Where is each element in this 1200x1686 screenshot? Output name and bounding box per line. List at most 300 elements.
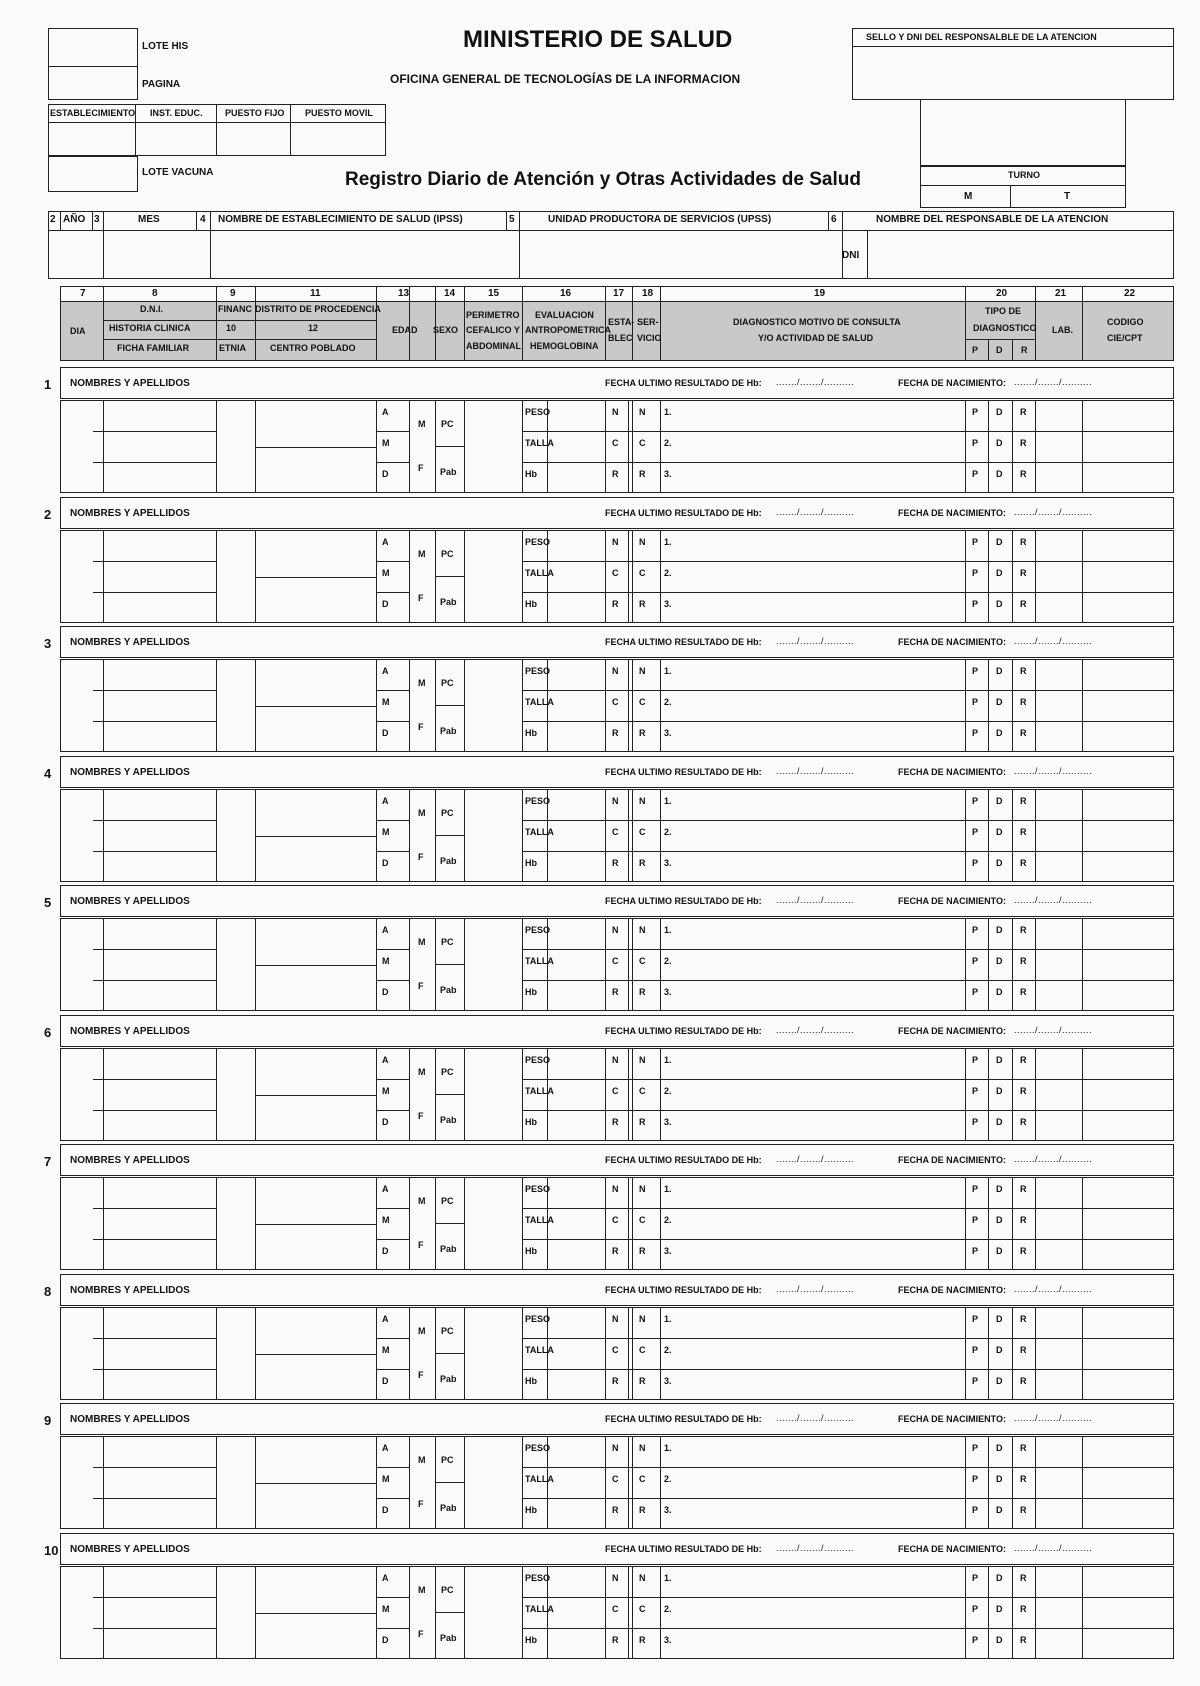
- servicio-ncr[interactable]: R: [639, 728, 646, 738]
- fecha-nac-blank[interactable]: ......./......./..........: [1014, 1154, 1093, 1164]
- servicio-ncr[interactable]: C: [639, 1474, 646, 1484]
- fecha-hb-blank[interactable]: ......./......./..........: [776, 636, 855, 646]
- edad-unit[interactable]: D: [382, 1246, 389, 1256]
- fecha-nac-blank[interactable]: ......./......./..........: [1014, 1413, 1093, 1423]
- turno-t[interactable]: T: [1064, 191, 1071, 202]
- fecha-nac-blank[interactable]: ......./......./..........: [1014, 507, 1093, 517]
- estab-ncr[interactable]: C: [612, 1474, 619, 1484]
- estab-ncr[interactable]: R: [612, 1117, 619, 1127]
- tipo-p[interactable]: P: [972, 1443, 979, 1453]
- tipo-d[interactable]: D: [996, 1345, 1003, 1355]
- tipo-d[interactable]: D: [996, 666, 1003, 676]
- column-number: 14: [444, 288, 456, 299]
- tipo-p[interactable]: P: [972, 1314, 979, 1324]
- fecha-nac-blank[interactable]: ......./......./..........: [1014, 1543, 1093, 1553]
- estab-ncr[interactable]: C: [612, 956, 619, 966]
- fecha-hb-blank[interactable]: ......./......./..........: [776, 377, 855, 387]
- eval-label: PESO: [525, 796, 551, 806]
- diag-line[interactable]: 1.: [664, 1573, 672, 1583]
- diag-line[interactable]: 1.: [664, 537, 672, 547]
- tipo-r[interactable]: R: [1020, 956, 1027, 966]
- sexo-f[interactable]: F: [418, 1370, 424, 1380]
- info-n3: 3: [94, 214, 100, 225]
- tipo-r[interactable]: R: [1020, 1376, 1027, 1386]
- fecha-hb-blank[interactable]: ......./......./..........: [776, 1025, 855, 1035]
- eval-label: Hb: [525, 1246, 537, 1256]
- estab-ncr[interactable]: R: [612, 728, 619, 738]
- diag-line[interactable]: 1.: [664, 1055, 672, 1065]
- servicio-ncr[interactable]: N: [639, 1184, 646, 1194]
- edad-unit[interactable]: A: [382, 1184, 389, 1194]
- sexo-f[interactable]: F: [418, 1240, 424, 1250]
- tipo-d[interactable]: D: [996, 1086, 1003, 1096]
- edad-unit[interactable]: M: [382, 1086, 390, 1096]
- servicio-ncr[interactable]: N: [639, 1314, 646, 1324]
- sello-label: SELLO Y DNI DEL RESPONSALBLE DE LA ATENCION: [866, 32, 1097, 42]
- servicio-ncr[interactable]: C: [639, 697, 646, 707]
- diag-line[interactable]: 3.: [664, 1635, 672, 1645]
- sexo-m[interactable]: M: [418, 1326, 426, 1336]
- sexo-f[interactable]: F: [418, 1499, 424, 1509]
- sexo-f[interactable]: F: [418, 593, 424, 603]
- tipo-r[interactable]: R: [1020, 1635, 1027, 1645]
- column-divider: [216, 286, 217, 361]
- sexo-f[interactable]: F: [418, 1629, 424, 1639]
- tipo-r[interactable]: R: [1020, 1246, 1027, 1256]
- tipo-d[interactable]: D: [996, 407, 1003, 417]
- servicio-ncr[interactable]: C: [639, 827, 646, 837]
- tipo-r[interactable]: R: [1020, 469, 1027, 479]
- record-number: 1: [44, 377, 52, 392]
- tipo-p[interactable]: P: [972, 925, 979, 935]
- fecha-nac-blank[interactable]: ......./......./..........: [1014, 766, 1093, 776]
- tipo-d[interactable]: D: [996, 987, 1003, 997]
- estab-ncr[interactable]: R: [612, 858, 619, 868]
- estab-ncr[interactable]: N: [612, 666, 619, 676]
- tipo-d[interactable]: D: [996, 1246, 1003, 1256]
- tipo-p[interactable]: P: [972, 1246, 979, 1256]
- edad-unit[interactable]: M: [382, 568, 390, 578]
- estab-ncr[interactable]: R: [612, 1505, 619, 1515]
- tipo-d[interactable]: D: [996, 1055, 1003, 1065]
- edad-unit[interactable]: A: [382, 407, 389, 417]
- tipo-r[interactable]: R: [1020, 697, 1027, 707]
- pab-label: Pab: [440, 597, 457, 607]
- tipo-r[interactable]: R: [1020, 1184, 1027, 1194]
- tipo-p[interactable]: P: [972, 1345, 979, 1355]
- fecha-hb-blank[interactable]: ......./......./..........: [776, 1154, 855, 1164]
- column-number: 11: [310, 288, 321, 299]
- tipo-d[interactable]: D: [996, 728, 1003, 738]
- turno-m[interactable]: M: [964, 191, 973, 202]
- diag-line[interactable]: 1.: [664, 1314, 672, 1324]
- edad-unit[interactable]: D: [382, 1505, 389, 1515]
- tipo-r[interactable]: R: [1020, 599, 1027, 609]
- estab-ncr[interactable]: C: [612, 1604, 619, 1614]
- tipo-p[interactable]: P: [972, 987, 979, 997]
- fecha-nac-blank[interactable]: ......./......./..........: [1014, 895, 1093, 905]
- tipo-r[interactable]: R: [1020, 728, 1027, 738]
- tipo-p[interactable]: P: [972, 407, 979, 417]
- tipo-d[interactable]: D: [996, 697, 1003, 707]
- estab-ncr[interactable]: N: [612, 1573, 619, 1583]
- lote-vacuna-box[interactable]: [48, 156, 138, 192]
- sexo-f[interactable]: F: [418, 1111, 424, 1121]
- edad-unit[interactable]: A: [382, 796, 389, 806]
- edad-unit[interactable]: A: [382, 1314, 389, 1324]
- diag-line[interactable]: 3.: [664, 858, 672, 868]
- estab-ncr[interactable]: R: [612, 469, 619, 479]
- nombres-label: NOMBRES Y APELLIDOS: [70, 1026, 190, 1037]
- servicio-ncr[interactable]: R: [639, 1117, 646, 1127]
- tipo-p[interactable]: P: [972, 1376, 979, 1386]
- fecha-hb-label: FECHA ULTIMO RESULTADO DE Hb:: [605, 1155, 762, 1165]
- column-divider: [103, 286, 104, 361]
- edad-unit[interactable]: A: [382, 1443, 389, 1453]
- diag-line[interactable]: 1.: [664, 796, 672, 806]
- tipo-p[interactable]: P: [972, 827, 979, 837]
- tipo-p[interactable]: P: [972, 568, 979, 578]
- estab-ncr[interactable]: N: [612, 1314, 619, 1324]
- tipo-r[interactable]: R: [1020, 827, 1027, 837]
- diag-line[interactable]: 3.: [664, 1117, 672, 1127]
- column-number: 13: [398, 288, 410, 299]
- record-number: 7: [44, 1154, 52, 1169]
- record-number: 4: [44, 766, 52, 781]
- edad-unit[interactable]: M: [382, 438, 390, 448]
- fecha-hb-blank[interactable]: ......./......./..........: [776, 766, 855, 776]
- estab-ncr[interactable]: C: [612, 827, 619, 837]
- diag-line[interactable]: 1.: [664, 925, 672, 935]
- estab-ncr[interactable]: C: [612, 1215, 619, 1225]
- column-divider: [522, 286, 523, 361]
- diag-line[interactable]: 3.: [664, 987, 672, 997]
- servicio-ncr[interactable]: R: [639, 599, 646, 609]
- servicio-ncr[interactable]: C: [639, 1604, 646, 1614]
- tipo-p[interactable]: P: [972, 728, 979, 738]
- edad-unit[interactable]: M: [382, 697, 390, 707]
- diag-line[interactable]: 3.: [664, 728, 672, 738]
- tipo-r[interactable]: R: [1020, 568, 1027, 578]
- edad-unit[interactable]: M: [382, 1215, 390, 1225]
- col-financ: FINANC: [218, 304, 252, 314]
- sexo-m[interactable]: M: [418, 1455, 426, 1465]
- servicio-ncr[interactable]: R: [639, 1246, 646, 1256]
- tipo-r[interactable]: R: [1020, 1345, 1027, 1355]
- eval-label: PESO: [525, 925, 551, 935]
- servicio-ncr[interactable]: N: [639, 666, 646, 676]
- tipo-r[interactable]: R: [1020, 925, 1027, 935]
- tipo-p[interactable]: P: [972, 666, 979, 676]
- tipo-d[interactable]: D: [996, 1443, 1003, 1453]
- col-tipo-diag-p: P: [972, 345, 979, 355]
- tipo-d[interactable]: D: [996, 1474, 1003, 1484]
- tipo-p[interactable]: P: [972, 1215, 979, 1225]
- estab-ncr[interactable]: N: [612, 796, 619, 806]
- estab-ncr[interactable]: N: [612, 925, 619, 935]
- column-divider: [409, 286, 410, 361]
- inst-educ-label: INST. EDUC.: [150, 108, 203, 118]
- estab-ncr[interactable]: R: [612, 1246, 619, 1256]
- fecha-hb-label: FECHA ULTIMO RESULTADO DE Hb:: [605, 1026, 762, 1036]
- diag-line[interactable]: 2.: [664, 1345, 672, 1355]
- estab-ncr[interactable]: N: [612, 1443, 619, 1453]
- edad-unit[interactable]: D: [382, 469, 389, 479]
- tipo-d[interactable]: D: [996, 599, 1003, 609]
- diag-line[interactable]: 2.: [664, 697, 672, 707]
- diag-line[interactable]: 3.: [664, 469, 672, 479]
- diag-line[interactable]: 3.: [664, 1246, 672, 1256]
- servicio-ncr[interactable]: N: [639, 407, 646, 417]
- diag-line[interactable]: 2.: [664, 568, 672, 578]
- estab-ncr[interactable]: N: [612, 1184, 619, 1194]
- diag-line[interactable]: 2.: [664, 956, 672, 966]
- tipo-r[interactable]: R: [1020, 1505, 1027, 1515]
- tipo-d[interactable]: D: [996, 469, 1003, 479]
- fecha-nac-label: FECHA DE NACIMIENTO:: [898, 637, 1006, 647]
- tipo-r[interactable]: R: [1020, 1443, 1027, 1453]
- edad-unit[interactable]: A: [382, 1055, 389, 1065]
- lote-his-box[interactable]: [48, 28, 138, 100]
- estab-ncr[interactable]: C: [612, 1345, 619, 1355]
- pab-label: Pab: [440, 1244, 457, 1254]
- column-divider: [660, 286, 661, 361]
- diag-line[interactable]: 2.: [664, 1474, 672, 1484]
- diag-line[interactable]: 2.: [664, 1086, 672, 1096]
- servicio-ncr[interactable]: R: [639, 1505, 646, 1515]
- tipo-d[interactable]: D: [996, 1635, 1003, 1645]
- tipo-r[interactable]: R: [1020, 796, 1027, 806]
- servicio-ncr[interactable]: C: [639, 438, 646, 448]
- sexo-m[interactable]: M: [418, 419, 426, 429]
- sexo-f[interactable]: F: [418, 722, 424, 732]
- tipo-r[interactable]: R: [1020, 407, 1027, 417]
- edad-unit[interactable]: D: [382, 1376, 389, 1386]
- tipo-p[interactable]: P: [972, 469, 979, 479]
- tipo-p[interactable]: P: [972, 1117, 979, 1127]
- servicio-ncr[interactable]: R: [639, 987, 646, 997]
- edad-unit[interactable]: A: [382, 666, 389, 676]
- tipo-p[interactable]: P: [972, 1573, 979, 1583]
- fecha-nac-label: FECHA DE NACIMIENTO:: [898, 1285, 1006, 1295]
- tipo-r[interactable]: R: [1020, 666, 1027, 676]
- diag-line[interactable]: 1.: [664, 1443, 672, 1453]
- tipo-r[interactable]: R: [1020, 1573, 1027, 1583]
- pab-label: Pab: [440, 726, 457, 736]
- tipo-r[interactable]: R: [1020, 1314, 1027, 1324]
- tipo-p[interactable]: P: [972, 1184, 979, 1194]
- estab-ncr[interactable]: C: [612, 438, 619, 448]
- estab-ncr[interactable]: R: [612, 599, 619, 609]
- tipo-r[interactable]: R: [1020, 1215, 1027, 1225]
- edad-unit[interactable]: D: [382, 1635, 389, 1645]
- servicio-ncr[interactable]: C: [639, 1086, 646, 1096]
- tipo-r[interactable]: R: [1020, 1604, 1027, 1614]
- fecha-nac-blank[interactable]: ......./......./..........: [1014, 1025, 1093, 1035]
- edad-unit[interactable]: A: [382, 537, 389, 547]
- sexo-m[interactable]: M: [418, 937, 426, 947]
- edad-unit[interactable]: M: [382, 827, 390, 837]
- tipo-d[interactable]: D: [996, 925, 1003, 935]
- diag-line[interactable]: 1.: [664, 407, 672, 417]
- tipo-p[interactable]: P: [972, 1635, 979, 1645]
- pab-label: Pab: [440, 1503, 457, 1513]
- estab-ncr[interactable]: N: [612, 407, 619, 417]
- sexo-m[interactable]: M: [418, 1196, 426, 1206]
- sexo-f[interactable]: F: [418, 463, 424, 473]
- tipo-r[interactable]: R: [1020, 537, 1027, 547]
- col-perimetro-2: CEFALICO Y: [466, 325, 520, 335]
- servicio-ncr[interactable]: C: [639, 568, 646, 578]
- fecha-hb-blank[interactable]: ......./......./..........: [776, 1543, 855, 1553]
- diag-line[interactable]: 2.: [664, 1215, 672, 1225]
- tipo-p[interactable]: P: [972, 1055, 979, 1065]
- eval-label: Hb: [525, 599, 537, 609]
- diag-line[interactable]: 1.: [664, 1184, 672, 1194]
- edad-unit[interactable]: D: [382, 599, 389, 609]
- tipo-r[interactable]: R: [1020, 858, 1027, 868]
- edad-unit[interactable]: M: [382, 956, 390, 966]
- tipo-d[interactable]: D: [996, 438, 1003, 448]
- servicio-ncr[interactable]: N: [639, 537, 646, 547]
- estab-ncr[interactable]: R: [612, 1376, 619, 1386]
- tipo-d[interactable]: D: [996, 537, 1003, 547]
- fecha-hb-label: FECHA ULTIMO RESULTADO DE Hb:: [605, 767, 762, 777]
- tipo-p[interactable]: P: [972, 1474, 979, 1484]
- sexo-m[interactable]: M: [418, 1585, 426, 1595]
- fecha-nac-blank[interactable]: ......./......./..........: [1014, 377, 1093, 387]
- col-estab-2: BLEC: [608, 333, 633, 343]
- tipo-d[interactable]: D: [996, 568, 1003, 578]
- tipo-d[interactable]: D: [996, 1215, 1003, 1225]
- fecha-nac-blank[interactable]: ......./......./..........: [1014, 1284, 1093, 1294]
- diag-line[interactable]: 1.: [664, 666, 672, 676]
- diag-line[interactable]: 2.: [664, 438, 672, 448]
- estab-ncr[interactable]: N: [612, 537, 619, 547]
- fecha-nac-label: FECHA DE NACIMIENTO:: [898, 378, 1006, 388]
- nombres-label: NOMBRES Y APELLIDOS: [70, 1155, 190, 1166]
- diag-line[interactable]: 2.: [664, 1604, 672, 1614]
- fecha-nac-blank[interactable]: ......./......./..........: [1014, 636, 1093, 646]
- diag-line[interactable]: 3.: [664, 1505, 672, 1515]
- edad-unit[interactable]: M: [382, 1345, 390, 1355]
- edad-unit[interactable]: M: [382, 1604, 390, 1614]
- sexo-f[interactable]: F: [418, 852, 424, 862]
- eval-label: Hb: [525, 1505, 537, 1515]
- edad-unit[interactable]: A: [382, 925, 389, 935]
- tipo-p[interactable]: P: [972, 796, 979, 806]
- tipo-p[interactable]: P: [972, 1604, 979, 1614]
- nombres-label: NOMBRES Y APELLIDOS: [70, 637, 190, 648]
- servicio-ncr[interactable]: R: [639, 469, 646, 479]
- servicio-ncr[interactable]: N: [639, 1443, 646, 1453]
- servicio-ncr[interactable]: N: [639, 925, 646, 935]
- edad-unit[interactable]: D: [382, 728, 389, 738]
- pagina-label: PAGINA: [142, 79, 181, 90]
- servicio-ncr[interactable]: R: [639, 1376, 646, 1386]
- tipo-d[interactable]: D: [996, 1376, 1003, 1386]
- fecha-hb-blank[interactable]: ......./......./..........: [776, 1284, 855, 1294]
- tipo-p[interactable]: P: [972, 956, 979, 966]
- diag-line[interactable]: 2.: [664, 827, 672, 837]
- nombres-label: NOMBRES Y APELLIDOS: [70, 508, 190, 519]
- tipo-d[interactable]: D: [996, 796, 1003, 806]
- col-dia: DIA: [70, 326, 86, 336]
- edad-unit[interactable]: D: [382, 1117, 389, 1127]
- edad-unit[interactable]: M: [382, 1474, 390, 1484]
- col-tipo-diag-1: TIPO DE: [985, 306, 1022, 316]
- servicio-ncr[interactable]: R: [639, 1635, 646, 1645]
- fecha-hb-blank[interactable]: ......./......./..........: [776, 1413, 855, 1423]
- col-diagnostico-2: Y/O ACTIVIDAD DE SALUD: [758, 333, 874, 343]
- column-number: 21: [1055, 288, 1067, 299]
- servicio-ncr[interactable]: N: [639, 796, 646, 806]
- puesto-fijo-label: PUESTO FIJO: [225, 108, 285, 118]
- pab-label: Pab: [440, 1633, 457, 1643]
- edad-unit[interactable]: D: [382, 987, 389, 997]
- tipo-d[interactable]: D: [996, 1314, 1003, 1324]
- record-number: 8: [44, 1284, 52, 1299]
- tipo-d[interactable]: D: [996, 1604, 1003, 1614]
- tipo-r[interactable]: R: [1020, 987, 1027, 997]
- estab-ncr[interactable]: C: [612, 697, 619, 707]
- estab-ncr[interactable]: C: [612, 568, 619, 578]
- tipo-r[interactable]: R: [1020, 1474, 1027, 1484]
- tipo-d[interactable]: D: [996, 858, 1003, 868]
- tipo-r[interactable]: R: [1020, 1055, 1027, 1065]
- tipo-r[interactable]: R: [1020, 1117, 1027, 1127]
- servicio-ncr[interactable]: C: [639, 1345, 646, 1355]
- tipo-r[interactable]: R: [1020, 438, 1027, 448]
- tipo-d[interactable]: D: [996, 1184, 1003, 1194]
- fecha-hb-blank[interactable]: ......./......./..........: [776, 507, 855, 517]
- tipo-d[interactable]: D: [996, 956, 1003, 966]
- tipo-p[interactable]: P: [972, 1086, 979, 1096]
- tipo-p[interactable]: P: [972, 697, 979, 707]
- edad-unit[interactable]: A: [382, 1573, 389, 1583]
- tipo-d[interactable]: D: [996, 1573, 1003, 1583]
- tipo-d[interactable]: D: [996, 1117, 1003, 1127]
- tipo-p[interactable]: P: [972, 599, 979, 609]
- diag-line[interactable]: 3.: [664, 1376, 672, 1386]
- sexo-f[interactable]: F: [418, 981, 424, 991]
- column-number: 19: [814, 288, 826, 299]
- diag-line[interactable]: 3.: [664, 599, 672, 609]
- sexo-m[interactable]: M: [418, 549, 426, 559]
- servicio-ncr[interactable]: C: [639, 1215, 646, 1225]
- sexo-m[interactable]: M: [418, 1067, 426, 1077]
- sexo-m[interactable]: M: [418, 808, 426, 818]
- tipo-p[interactable]: P: [972, 438, 979, 448]
- servicio-ncr[interactable]: N: [639, 1055, 646, 1065]
- tipo-r[interactable]: R: [1020, 1086, 1027, 1096]
- edad-unit[interactable]: D: [382, 858, 389, 868]
- servicio-ncr[interactable]: N: [639, 1573, 646, 1583]
- estab-ncr[interactable]: R: [612, 1635, 619, 1645]
- estab-ncr[interactable]: R: [612, 987, 619, 997]
- estab-ncr[interactable]: C: [612, 1086, 619, 1096]
- servicio-ncr[interactable]: C: [639, 956, 646, 966]
- estab-ncr[interactable]: N: [612, 1055, 619, 1065]
- fecha-hb-blank[interactable]: ......./......./..........: [776, 895, 855, 905]
- tipo-p[interactable]: P: [972, 537, 979, 547]
- tipo-d[interactable]: D: [996, 1505, 1003, 1515]
- tipo-p[interactable]: P: [972, 1505, 979, 1515]
- servicio-ncr[interactable]: R: [639, 858, 646, 868]
- sexo-m[interactable]: M: [418, 678, 426, 688]
- tipo-d[interactable]: D: [996, 827, 1003, 837]
- tipo-p[interactable]: P: [972, 858, 979, 868]
